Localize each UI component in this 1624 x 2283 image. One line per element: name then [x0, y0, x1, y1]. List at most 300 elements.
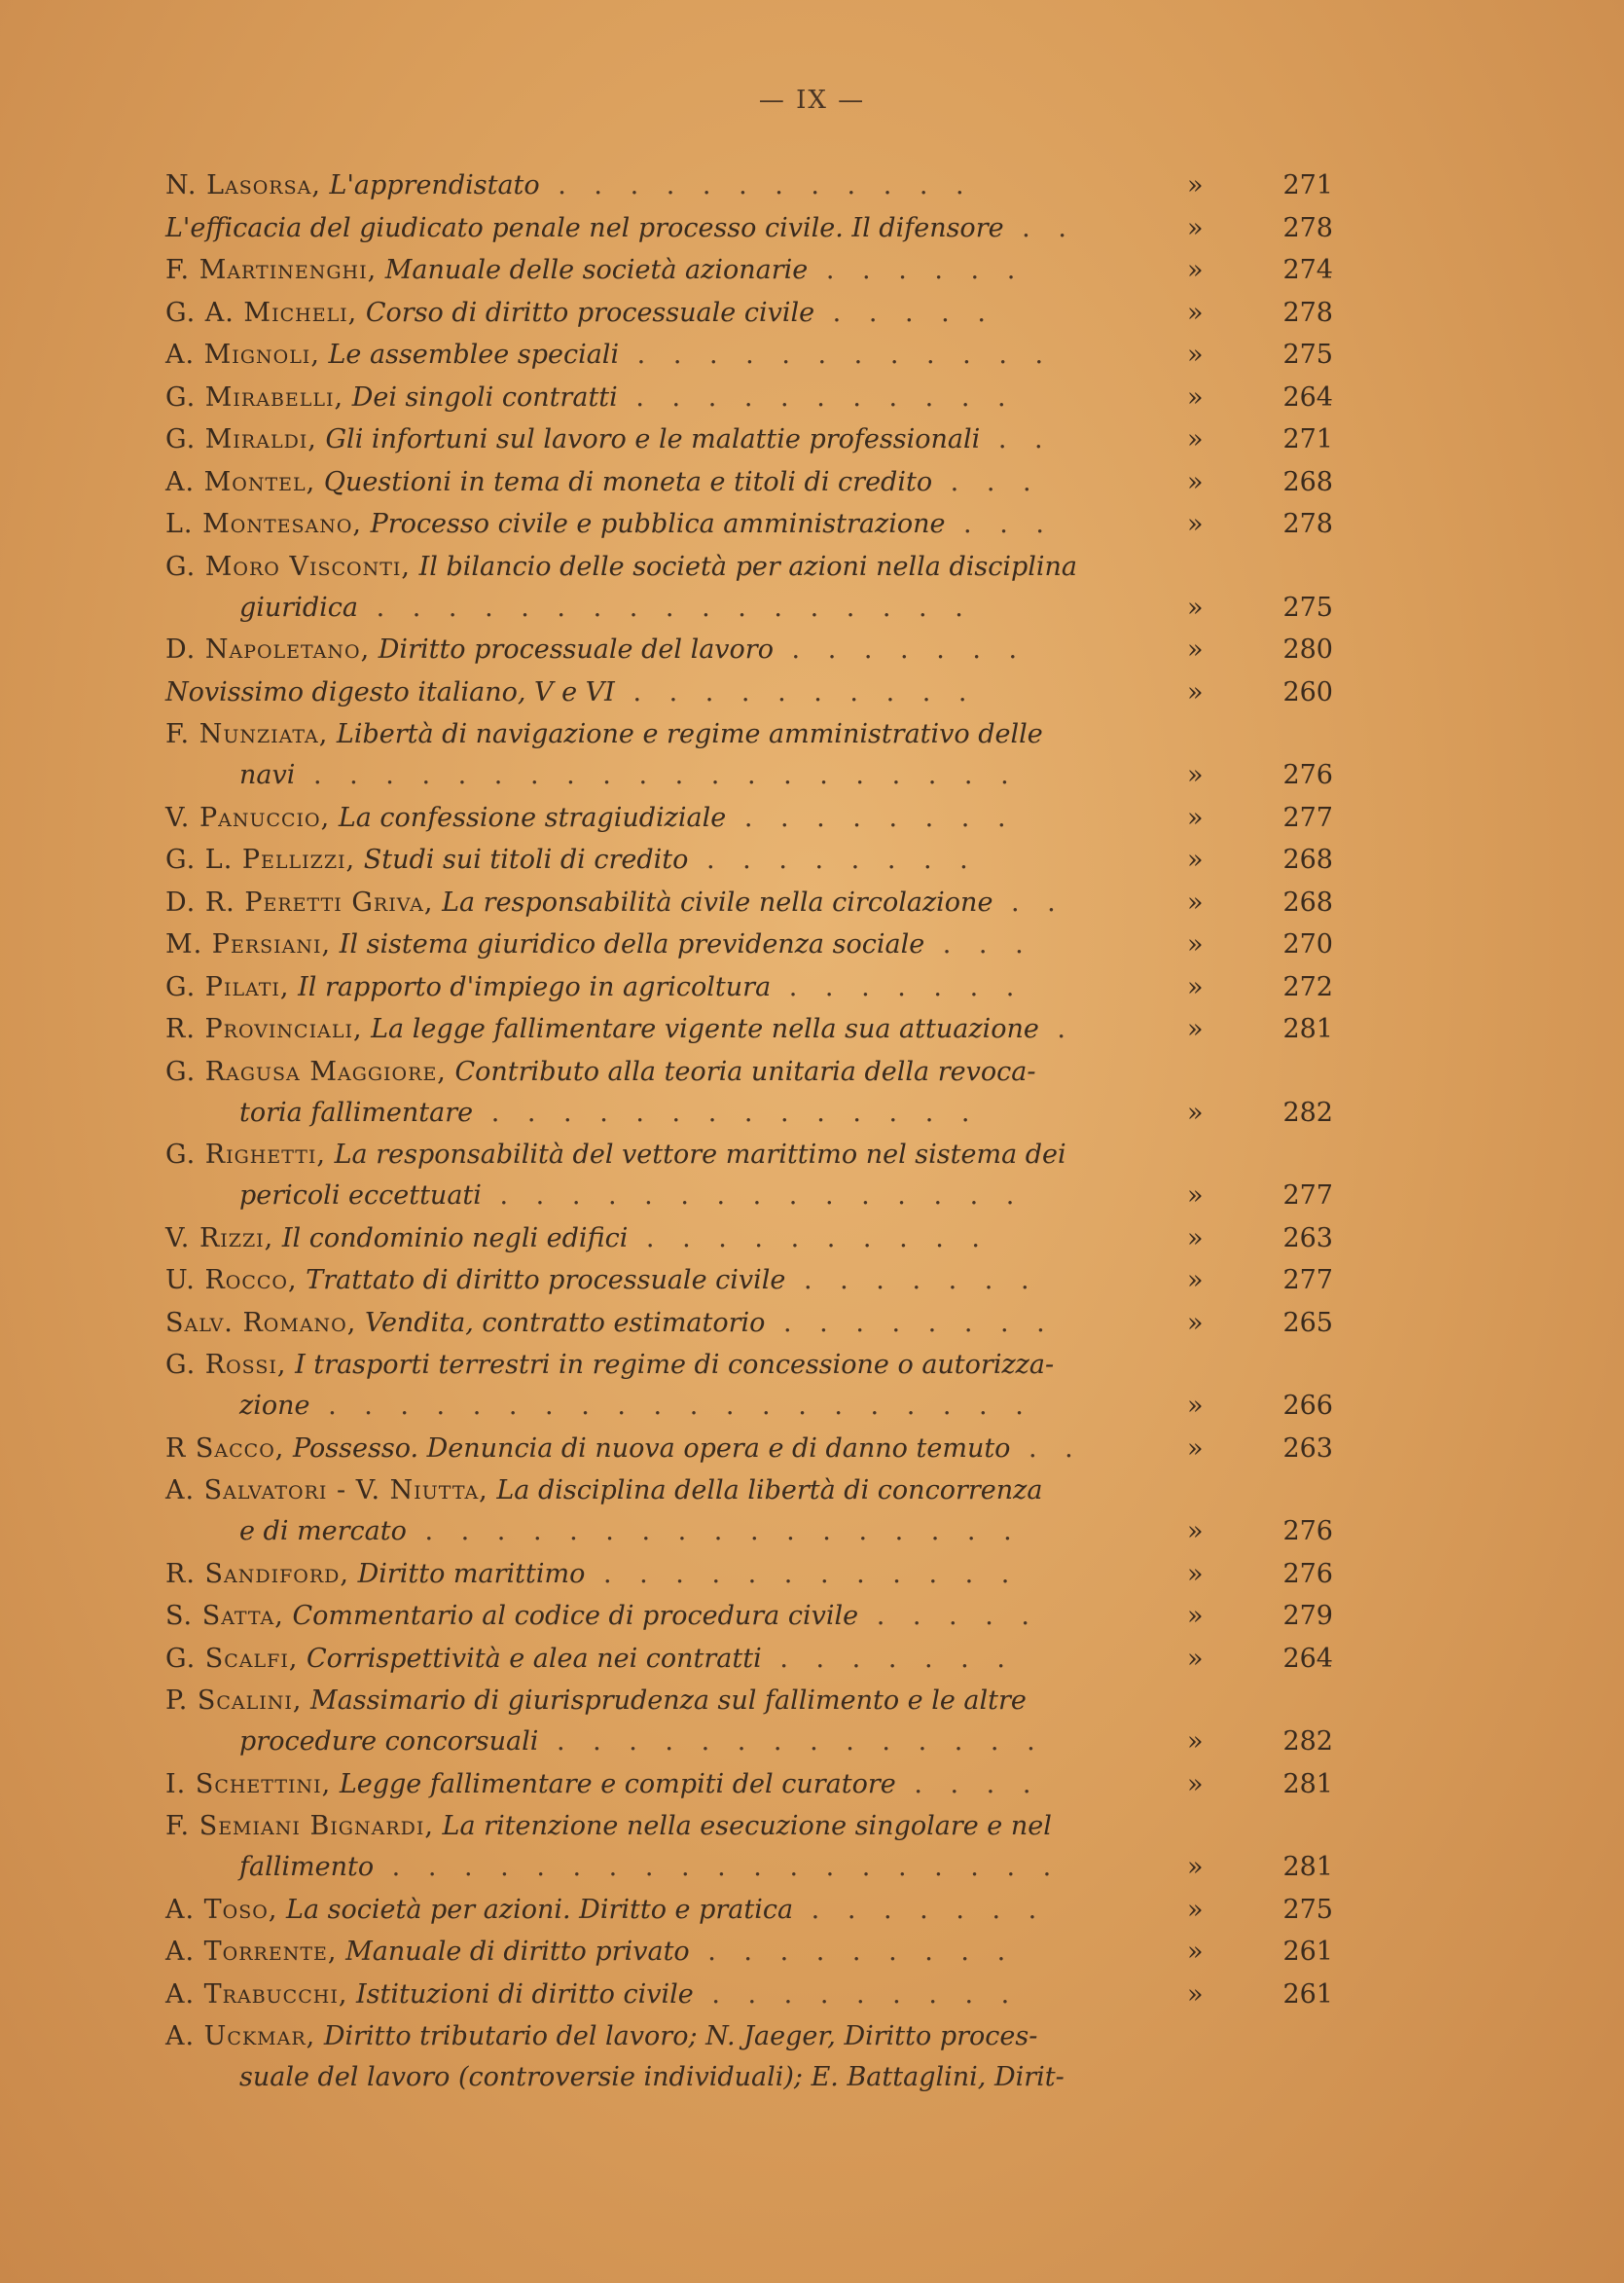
ditto-mark: » [1187, 170, 1204, 200]
leader-dots: . . [980, 424, 1053, 454]
entry-author: M. Persiani, [165, 929, 332, 960]
leader-dots: . . . . . . . . . . [628, 1222, 990, 1253]
entry-title: Gli infortuni sul lavoro e le malattie professionali [325, 424, 981, 454]
entry-title: Possesso. Denuncia di nuova opera e di danno temuto [292, 1432, 1011, 1464]
page-reference [1187, 462, 1333, 503]
page-number: 278 [1282, 297, 1333, 328]
index-entry [165, 672, 1333, 713]
entry-author: R. Provinciali, [165, 1014, 363, 1044]
ditto-mark: » [1187, 760, 1204, 790]
entry-text [165, 798, 1177, 839]
entry-title: Manuale delle società azionarie [384, 255, 809, 285]
entry-continuation [165, 1511, 1177, 1552]
leader-dots: . . . . . . . . . . . . . . . . . [406, 1516, 1022, 1546]
index-entry [165, 1470, 1333, 1552]
entry-text [165, 1596, 1177, 1637]
index-entry [165, 504, 1333, 545]
page-number: 268 [1282, 845, 1333, 875]
entry-text [165, 1345, 1177, 1427]
index-entry [165, 1303, 1333, 1344]
page-reference [1187, 335, 1333, 376]
page-number: 268 [1282, 466, 1333, 497]
entry-author: G. A. Micheli, [165, 297, 358, 328]
entry-title: Studi sui titoli di credito [363, 845, 689, 875]
page-number: 266 [1282, 1391, 1333, 1421]
entry-text [165, 1009, 1177, 1050]
entry-continuation [165, 1386, 1177, 1427]
leader-dots: . . . . . . . [785, 1265, 1039, 1295]
entry-text [165, 924, 1177, 965]
entry-author: N. Lasorsa, [165, 170, 321, 200]
ditto-mark: » [1187, 802, 1204, 833]
entry-text [165, 165, 1177, 206]
entry-text [165, 504, 1177, 545]
entry-text [165, 1975, 1177, 2015]
page-number: 270 [1282, 929, 1333, 960]
page-reference [1187, 672, 1333, 713]
index-entry [165, 840, 1333, 881]
entry-title-continued: pericoli eccettuati [239, 1180, 482, 1211]
page-reference [1187, 165, 1333, 206]
entry-title: Contributo alla teoria unitaria della revoca- [454, 1056, 1036, 1087]
entry-text [165, 967, 1177, 1008]
entry-continuation [165, 1093, 1177, 1134]
entry-title: La ritenzione nella esecuzione singolare e nel [442, 1811, 1052, 1841]
page-number: 278 [1282, 509, 1333, 539]
page-number: 276 [1282, 1516, 1333, 1546]
entry-text [165, 462, 1177, 503]
index-entry [165, 1890, 1333, 1931]
entry-title: Libertà di navigazione e regime amministrativo delle [336, 719, 1043, 749]
page-number: 281 [1282, 1852, 1333, 1882]
ditto-mark: » [1187, 634, 1204, 665]
page-reference [1187, 1009, 1333, 1050]
entry-text [165, 547, 1177, 629]
leader-dots: . . . . . . . [771, 971, 1025, 1002]
leader-dots: . . . . . . . . . [689, 1937, 1016, 1967]
ditto-mark: » [1187, 1937, 1204, 1967]
ditto-mark: » [1187, 1180, 1204, 1211]
entry-continuation [165, 755, 1177, 796]
index-entry [165, 419, 1333, 460]
entry-author: F. Martinenghi, [165, 255, 378, 285]
ditto-mark: » [1187, 1978, 1204, 2010]
entry-author: L. Montesano, [165, 509, 363, 539]
entry-title: L'apprendistato [329, 170, 540, 200]
ditto-mark: » [1187, 1265, 1204, 1295]
leader-dots: . . . . . . . . . . . . . . . . . . . . [295, 760, 1019, 790]
entry-text [165, 883, 1177, 924]
entry-title: Manuale di diritto privato [345, 1937, 690, 1967]
leader-dots: . . . . . . . [773, 634, 1028, 665]
page-number: 277 [1282, 802, 1333, 833]
entry-text [165, 1429, 1177, 1469]
leader-dots: . . . . . . . . [726, 802, 1016, 833]
ditto-mark: » [1187, 1307, 1204, 1338]
ditto-mark: » [1187, 1014, 1204, 1044]
index-entry [165, 1639, 1333, 1680]
entry-author: G. Miraldi, [165, 424, 317, 454]
entry-author: D. R. Peretti Griva, [165, 887, 434, 918]
entry-text [165, 672, 1177, 713]
leader-dots: . . . . . . . . . . . . [585, 1558, 1020, 1589]
page-reference [1187, 967, 1333, 1008]
entry-title: Il rapporto d'impiego in agricoltura [298, 971, 772, 1002]
leader-dots: . . [992, 887, 1065, 918]
page-reference [1187, 1639, 1333, 1680]
page-reference [1187, 1932, 1333, 1973]
entry-text [165, 1470, 1177, 1552]
leader-dots: . . . . . . . . . . [614, 676, 977, 707]
entry-title-continued: procedure concorsuali [239, 1726, 539, 1757]
page-reference [1187, 250, 1333, 291]
leader-dots: . . . . . . . . . . . [617, 381, 1016, 413]
entry-text [165, 1052, 1177, 1134]
entry-text [165, 208, 1177, 249]
ditto-mark: » [1187, 509, 1204, 539]
ditto-mark: » [1187, 1432, 1204, 1464]
page-number: 275 [1282, 592, 1333, 623]
entry-author: G. Moro Visconti, [165, 551, 411, 582]
entry-author: G. Pilati, [165, 971, 290, 1002]
entry-title: Massimario di giurisprudenza sul fallimento e le altre [310, 1685, 1027, 1716]
index-entry [165, 1975, 1333, 2015]
page-reference [1187, 1890, 1333, 1931]
entry-text [165, 378, 1177, 418]
ditto-mark: » [1187, 1601, 1204, 1631]
entry-author: U. Rocco, [165, 1265, 298, 1295]
running-head: — IX — [758, 86, 866, 115]
ditto-mark: » [1187, 1894, 1204, 1925]
page-reference [1187, 293, 1333, 334]
entry-title: Trattato di diritto processuale civile [306, 1265, 786, 1295]
entry-title: Commentario al codice di procedura civile [292, 1601, 859, 1631]
page-number: 280 [1282, 634, 1333, 665]
entry-text [165, 1932, 1177, 1973]
ditto-mark: » [1187, 424, 1204, 454]
entry-author: G. Ragusa Maggiore, [165, 1056, 447, 1087]
ditto-mark: » [1187, 887, 1204, 918]
entry-title: L'efficacia del giudicato penale nel processo civile. Il difensore [165, 212, 1004, 243]
leader-dots: . . [1010, 1432, 1083, 1464]
leader-dots: . . . . . . . . . . . . . . . . . [358, 592, 973, 623]
page-number: 265 [1282, 1307, 1333, 1338]
leader-dots: . . . [932, 466, 1041, 497]
entry-title: Corso di diritto processuale civile [365, 297, 815, 328]
entry-title: Processo civile e pubblica amministrazione [370, 509, 946, 539]
index-entry [165, 883, 1333, 924]
entry-author: A. Toso, [165, 1894, 278, 1925]
entry-continuation [165, 1847, 1177, 1888]
index-entry [165, 1806, 1333, 1888]
index-entry [165, 293, 1333, 334]
entry-author: S. Satta, [165, 1601, 284, 1631]
entry-author: R Sacco, [165, 1432, 285, 1464]
entry-title: Il sistema giuridico della previdenza sociale [339, 929, 925, 960]
entry-title: La confessione stragiudiziale [338, 802, 727, 833]
index-entry [165, 1135, 1333, 1216]
page-number: 279 [1282, 1601, 1333, 1631]
entry-title: I trasporti terrestri in regime di concessione o autorizza- [295, 1350, 1055, 1380]
page-number: 281 [1282, 1768, 1333, 1799]
entry-text [165, 630, 1177, 670]
entry-title: La disciplina della libertà di concorrenza [496, 1475, 1043, 1505]
entry-title-continued: toria fallimentare [239, 1097, 474, 1128]
ditto-mark: » [1187, 1768, 1204, 1799]
page-reference [1187, 1218, 1333, 1259]
entry-author: G. Mirabelli, [165, 381, 344, 413]
page-reference [1187, 1303, 1333, 1344]
entry-title: Questioni in tema di moneta e titoli di credito [323, 466, 933, 497]
entry-title-continued: fallimento [239, 1852, 375, 1882]
page-number: 275 [1282, 1894, 1333, 1925]
entry-text [165, 250, 1177, 291]
page-reference [1187, 1596, 1333, 1637]
entry-author: A. Trabucchi, [165, 1978, 348, 2010]
page-reference [1187, 1386, 1333, 1427]
entry-title-continued: suale del lavoro (controversie individuali); E. Battaglini, Dirit- [239, 2062, 1065, 2092]
entry-author: V. Rizzi, [165, 1222, 274, 1253]
index-entry [165, 798, 1333, 839]
index-entry [165, 335, 1333, 376]
entry-title: Corrispettività e alea nei contratti [307, 1643, 762, 1674]
page-reference [1187, 1511, 1333, 1552]
page-number: 271 [1282, 170, 1333, 200]
index-entry [165, 714, 1333, 796]
ditto-mark: » [1187, 1222, 1204, 1253]
entry-continuation [165, 1721, 1177, 1762]
page-reference [1187, 1176, 1333, 1216]
entry-continuation [165, 2057, 1177, 2098]
index-entry [165, 1764, 1333, 1805]
leader-dots: . . . [945, 509, 1054, 539]
entry-author: G. L. Pellizzi, [165, 845, 356, 875]
entry-title-continued: zione [239, 1391, 310, 1421]
leader-dots: . . . . . . . . . . . . . . [473, 1097, 980, 1128]
page-number: 274 [1282, 255, 1333, 285]
leader-dots: . . . . . . . [793, 1894, 1047, 1925]
index-entry [165, 1052, 1333, 1134]
page-reference [1187, 1260, 1333, 1301]
entry-title: La responsabilità del vettore marittimo nel sistema dei [334, 1140, 1066, 1170]
entry-text [165, 1554, 1177, 1595]
entry-author: G. Righetti, [165, 1140, 327, 1170]
page-number: 268 [1282, 887, 1333, 918]
entry-author: F. Semiani Bignardi, [165, 1811, 434, 1841]
entry-author: A. Uckmar, [165, 2021, 316, 2051]
page-reference [1187, 1554, 1333, 1595]
page-number: 282 [1282, 1097, 1333, 1128]
leader-dots: . . . . . . . . . . . . [619, 340, 1054, 370]
entry-author: R. Sandiford, [165, 1558, 349, 1589]
leader-dots: . . . [924, 929, 1033, 960]
index-entry [165, 1260, 1333, 1301]
entry-title: Vendita, contratto estimatorio [364, 1307, 766, 1338]
entry-text [165, 1890, 1177, 1931]
ditto-mark: » [1187, 1852, 1204, 1882]
entry-title: Le assemblee speciali [328, 340, 620, 370]
page-reference [1187, 755, 1333, 796]
index-entry [165, 924, 1333, 965]
page-reference [1187, 883, 1333, 924]
leader-dots: . . . . . . . . . . . . . . [538, 1726, 1045, 1757]
page-reference [1187, 504, 1333, 545]
page-number: 260 [1282, 676, 1333, 707]
entry-text [165, 1764, 1177, 1805]
page-number: 278 [1282, 212, 1333, 243]
entry-author: A. Salvatori - V. Niutta, [165, 1475, 488, 1505]
ditto-mark: » [1187, 845, 1204, 875]
leader-dots: . . . . . [814, 297, 995, 328]
page-reference [1187, 378, 1333, 418]
page-reference [1187, 419, 1333, 460]
index-entry [165, 1009, 1333, 1050]
entry-title-continued: giuridica [239, 592, 358, 623]
index-entry [165, 1554, 1333, 1595]
entry-author: P. Scalini, [165, 1685, 303, 1716]
entry-text [165, 1303, 1177, 1344]
ditto-mark: » [1187, 1558, 1204, 1589]
index-entry [165, 250, 1333, 291]
index-entry [165, 1596, 1333, 1637]
ditto-mark: » [1187, 1516, 1204, 1546]
page-reference [1187, 630, 1333, 670]
entry-author: V. Panuccio, [165, 802, 331, 833]
entry-title: La legge fallimentare vigente nella sua attuazione [371, 1014, 1039, 1044]
entry-title-continued: navi [239, 760, 296, 790]
leader-dots: . . . . . . . . . . . . . . . . . . . [374, 1852, 1062, 1882]
index-entry [165, 1681, 1333, 1762]
page-number: 275 [1282, 340, 1333, 370]
index-entry [165, 547, 1333, 629]
entry-author: G. Rossi, [165, 1350, 287, 1380]
page-number: 271 [1282, 424, 1333, 454]
entry-title: Diritto marittimo [357, 1558, 586, 1589]
entry-title: Diritto processuale del lavoro [378, 634, 774, 665]
index-entry [165, 630, 1333, 670]
entry-author: A. Mignoli, [165, 340, 320, 370]
leader-dots: . . [1003, 212, 1076, 243]
ditto-mark: » [1187, 212, 1204, 243]
page-number: 264 [1282, 1643, 1333, 1674]
page-number: 261 [1282, 1937, 1333, 1967]
index-entry [165, 165, 1333, 206]
entry-title: La responsabilità civile nella circolazione [442, 887, 993, 918]
ditto-mark: » [1187, 297, 1204, 328]
leader-dots: . . . . . . . . [688, 845, 978, 875]
page-reference [1187, 1093, 1333, 1134]
index-entry [165, 2016, 1333, 2098]
entry-author: I. Schettini, [165, 1768, 332, 1799]
ditto-mark: » [1187, 381, 1204, 413]
entry-author: Salv. Romano, [165, 1307, 357, 1338]
page-reference [1187, 924, 1333, 965]
entry-title: Diritto tributario del lavoro; N. Jaeger, Diritto proces- [323, 2021, 1038, 2051]
page-number: 261 [1282, 1978, 1333, 2010]
leader-dots: . . . . . . . [761, 1643, 1015, 1674]
entry-title: Il condominio negli edifici [281, 1222, 629, 1253]
page-reference [1187, 1764, 1333, 1805]
page-number: 276 [1282, 1558, 1333, 1589]
leader-dots: . . . . . . . . [765, 1307, 1055, 1338]
entry-author: G. Scalfi, [165, 1643, 299, 1674]
page-reference [1187, 1429, 1333, 1469]
page-number: 277 [1282, 1265, 1333, 1295]
entry-text [165, 1218, 1177, 1259]
index-entry [165, 462, 1333, 503]
index-entry [165, 1932, 1333, 1973]
entry-title: Novissimo digesto italiano, V e VI [165, 676, 615, 707]
ditto-mark: » [1187, 971, 1204, 1002]
entry-author: D. Napoletano, [165, 634, 371, 665]
index-entry [165, 208, 1333, 249]
entry-text [165, 1135, 1177, 1216]
entry-title: La società per azioni. Diritto e pratica [286, 1894, 794, 1925]
index-entry [165, 1345, 1333, 1427]
ditto-mark: » [1187, 1097, 1204, 1128]
leader-dots: . . . . . . . . . . . . . . . . . . . . [309, 1391, 1033, 1421]
page-number: 277 [1282, 1180, 1333, 1211]
entry-text [165, 335, 1177, 376]
entry-continuation [165, 1176, 1177, 1216]
page-reference [1187, 1721, 1333, 1762]
index-entry [165, 1429, 1333, 1469]
page-reference [1187, 1847, 1333, 1888]
entry-title: Legge fallimentare e compiti del curatore [339, 1768, 896, 1799]
ditto-mark: » [1187, 592, 1204, 623]
entry-title: Istituzioni di diritto civile [356, 1978, 694, 2010]
entry-text [165, 1806, 1177, 1888]
page-number: 263 [1282, 1432, 1333, 1464]
index-entry [165, 378, 1333, 418]
leader-dots: . . . . . . . . . . . . . . . [481, 1180, 1025, 1211]
page-reference [1187, 1975, 1333, 2015]
ditto-mark: » [1187, 466, 1204, 497]
index-entry [165, 1218, 1333, 1259]
entry-author: F. Nunziata, [165, 719, 329, 749]
entry-text [165, 1681, 1177, 1762]
entry-title: Il bilancio delle società per azioni nella disciplina [418, 551, 1078, 582]
page-reference [1187, 588, 1333, 629]
page-number: 276 [1282, 760, 1333, 790]
entry-author: A. Torrente, [165, 1937, 338, 1967]
entry-text [165, 714, 1177, 796]
page-number: 272 [1282, 971, 1333, 1002]
ditto-mark: » [1187, 1643, 1204, 1674]
ditto-mark: » [1187, 676, 1204, 707]
leader-dots: . . . . . [858, 1601, 1039, 1631]
entry-continuation [165, 588, 1177, 629]
page-reference [1187, 840, 1333, 881]
page-reference [1187, 798, 1333, 839]
leader-dots: . . . . [895, 1768, 1041, 1799]
page-reference [1187, 208, 1333, 249]
page-number: 263 [1282, 1222, 1333, 1253]
entry-text [165, 1639, 1177, 1680]
entry-text [165, 293, 1177, 334]
leader-dots: . [1038, 1014, 1075, 1044]
ditto-mark: » [1187, 1391, 1204, 1421]
entry-text [165, 1260, 1177, 1301]
ditto-mark: » [1187, 255, 1204, 285]
ditto-mark: » [1187, 340, 1204, 370]
leader-dots: . . . . . . . . . [693, 1978, 1020, 2010]
page-number: 264 [1282, 381, 1333, 413]
entry-title: Dei singoli contratti [351, 381, 618, 413]
leader-dots: . . . . . . . . . . . . [539, 170, 974, 200]
leader-dots: . . . . . . [808, 255, 1026, 285]
entry-text [165, 2016, 1177, 2098]
